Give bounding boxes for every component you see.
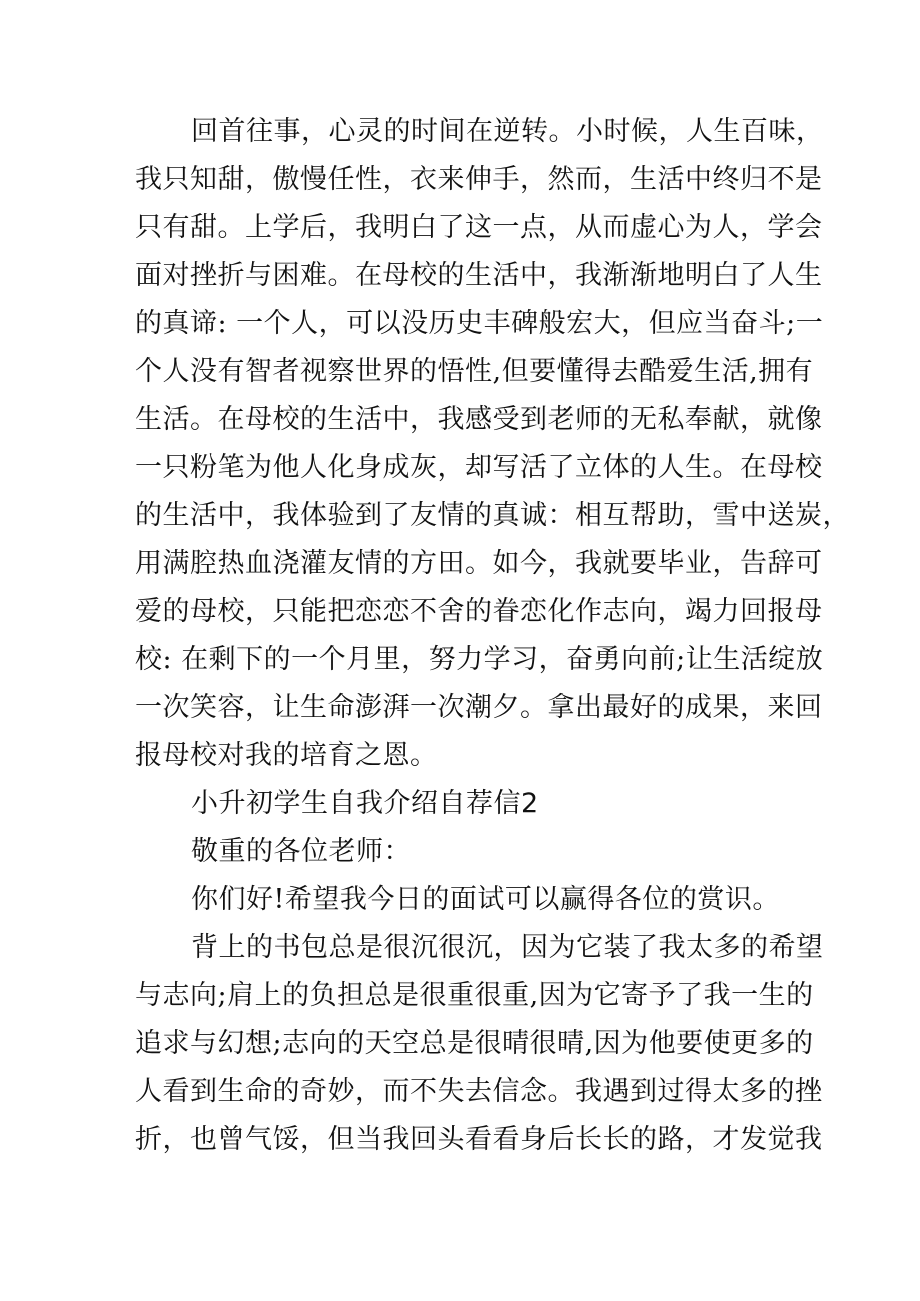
paragraph1-line-3: 只有甜。上学后，我明白了这一点，从而虚心为人，学会: [135, 212, 823, 243]
paragraph1-line-10: 用满腔热血浇灌友情的方田。如今，我就要毕业，告辞可: [135, 548, 823, 579]
paragraph2-line-1: 背上的书包总是很沉很沉，因为它装了我太多的希望: [191, 932, 824, 963]
greeting: 你们好!希望我今日的面试可以赢得各位的赏识。: [191, 884, 780, 915]
paragraph1-line-11: 爱的母校，只能把恋恋不舍的眷恋化作志向，竭力回报母: [135, 596, 823, 627]
paragraph2-line-5: 折，也曾气馁，但当我回头看看身后长长的路，才发觉我: [135, 1124, 823, 1155]
paragraph1-line-1: 回首往事，心灵的时间在逆转。小时候，人生百味，: [191, 116, 824, 147]
paragraph1-line-9: 的生活中，我体验到了友情的真诚：相互帮助，雪中送炭，: [135, 500, 850, 531]
paragraph1-line-8: 一只粉笔为他人化身成灰，却写活了立体的人生。在母校: [135, 452, 823, 483]
paragraph1-line-4: 面对挫折与困难。在母校的生活中，我渐渐地明白了人生: [135, 260, 823, 291]
paragraph1-line-13: 一次笑容，让生命澎湃一次潮夕。拿出最好的成果，来回: [135, 692, 823, 723]
paragraph1-line-5: 的真谛: 一个人，可以没历史丰碑般宏大，但应当奋斗;一: [135, 308, 824, 339]
paragraph1-line-14: 报母校对我的培育之恩。: [135, 740, 438, 771]
paragraph1-line-2: 我只知甜，傲慢任性，衣来伸手，然而，生活中终归不是: [135, 164, 823, 195]
paragraph1-line-12: 校: 在剩下的一个月里，努力学习，奋勇向前;让生活绽放: [135, 644, 824, 675]
section-heading: 小升初学生自我介绍自荐信2: [191, 788, 539, 819]
paragraph1-line-7: 生活。在母校的生活中，我感受到老师的无私奉献，就像: [135, 404, 823, 435]
salutation: 敬重的各位老师：: [191, 836, 411, 867]
paragraph2-line-4: 人看到生命的奇妙，而不失去信念。我遇到过得太多的挫: [135, 1076, 823, 1107]
paragraph2-line-3: 追求与幻想;志向的天空总是很晴很晴,因为他要使更多的: [135, 1028, 814, 1059]
document-body: [135, 108, 850, 1164]
paragraph2-line-2: 与志向;肩上的负担总是很重很重,因为它寄予了我一生的: [135, 980, 814, 1011]
paragraph1-line-6: 个人没有智者视察世界的悟性,但要懂得去酷爱生活,拥有: [135, 356, 814, 387]
